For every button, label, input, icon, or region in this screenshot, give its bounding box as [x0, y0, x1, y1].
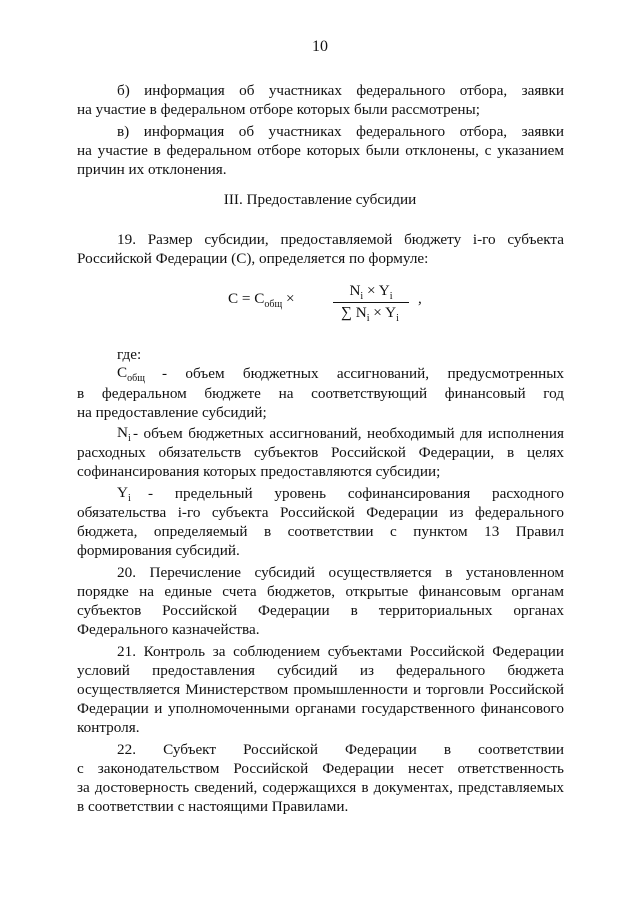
paragraph-21-line: условий предоставления субсидий из федерального бюджета [77, 662, 564, 679]
definition-y-line: - предельный уровень софинансирования расходного [148, 485, 564, 502]
item-b-line: на участие в федеральном отборе которых были рассмотрены; [77, 101, 480, 118]
paragraph-22-line: с законодательством Российской Федерации несет ответственность [77, 760, 564, 777]
formula-numerator: $N_i \times Y_i$ [349, 282, 393, 302]
symbol-c-total: $C_{общ}$ [117, 364, 145, 384]
fraction-bar [333, 302, 409, 303]
paragraph-21-line: 21. Контроль за соблюдением субъектами Российской Федерации [117, 643, 564, 660]
item-v-line: на участие в федеральном отборе которых были отклонены, с указанием [77, 142, 564, 159]
paragraph-19-line: 19. Размер субсидии, предоставляемой бюджету i-го субъекта [117, 231, 564, 248]
page-number: 10 [312, 38, 328, 55]
item-v-line: причин их отклонения. [77, 161, 227, 178]
paragraph-22-line: 22. Субъект Российской Федерации в соответствии [117, 741, 564, 758]
symbol-y: $Y_i$ [117, 484, 131, 504]
definition-y-line: обязательства i-го субъекта Российской Федерации из федерального [77, 504, 564, 521]
paragraph-21-line: осуществляется Министерством промышленности и торговли Российской [77, 681, 564, 698]
paragraph-20-line: порядке на единые счета бюджетов, открытые финансовым органам [77, 583, 564, 600]
paragraph-20-line: Федерального казначейства. [77, 621, 260, 638]
paragraph-22-line: в соответствии с настоящими Правилами. [77, 798, 349, 815]
formula-lhs: $C = C_{общ}$ × [228, 290, 295, 310]
paragraph-22-line: за достоверность сведений, содержащихся в документах, представляемых [77, 779, 564, 796]
definition-y-line: бюджета, определяемый в соответствии с пунктом 13 Правил [77, 523, 564, 540]
definition-c-line: - объем бюджетных ассигнований, предусмотренных [162, 365, 564, 382]
where-label: где: [117, 346, 142, 363]
symbol-n: $N_i$ [117, 424, 131, 444]
paragraph-20-line: субъектов Российской Федерации в территориальных органах [77, 602, 564, 619]
paragraph-20-line: 20. Перечисление субсидий осуществляется в установленном [117, 564, 564, 581]
formula-denominator: ∑ $N_i \times Y_i$ [341, 304, 399, 324]
definition-c-line: в федеральном бюджете на соответствующий финансовый год [77, 385, 564, 402]
paragraph-21-line: контроля. [77, 719, 140, 736]
item-b-line: б) информация об участниках федерального отбора, заявки [117, 82, 564, 99]
item-v-line: в) информация об участниках федерального отбора, заявки [117, 123, 564, 140]
paragraph-21-line: Федерации и уполномоченными органами государственного финансового [77, 700, 564, 717]
definition-n-line: - объем бюджетных ассигнований, необходимый для исполнения [133, 425, 564, 442]
paragraph-19-line: Российской Федерации (C), определяется по формуле: [77, 250, 429, 267]
definition-n-line: расходных обязательств субъектов Российской Федерации, в целях [77, 444, 564, 461]
section-heading: III. Предоставление субсидии [223, 191, 417, 208]
definition-n-line: софинансирования которых предоставляются субсидии; [77, 463, 441, 480]
definition-c-line: на предоставление субсидий; [77, 404, 267, 421]
formula-comma: , [418, 290, 422, 307]
definition-y-line: формирования субсидий. [77, 542, 240, 559]
